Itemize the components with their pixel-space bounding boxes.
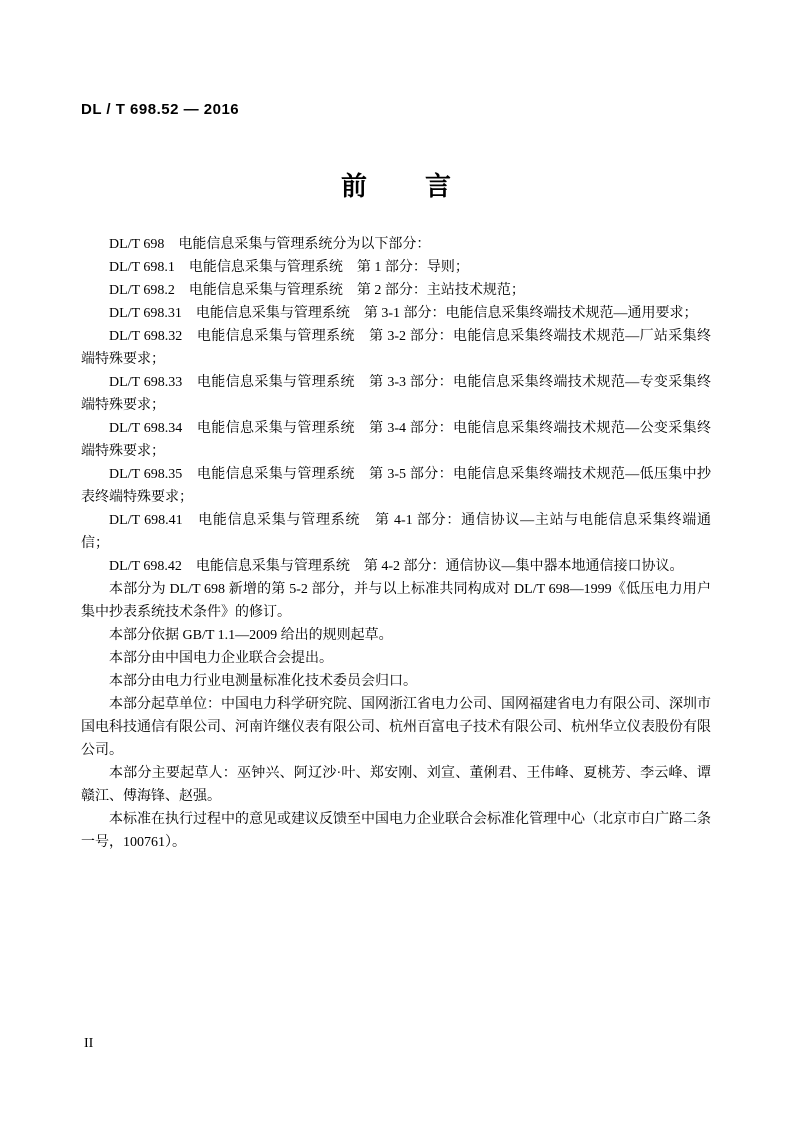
paragraph: DL/T 698.35 电能信息采集与管理系统 第 3-5 部分：电能信息采集终端技术规范—低压集中抄表终端特殊要求； bbox=[81, 467, 711, 505]
paragraph: DL/T 698.34 电能信息采集与管理系统 第 3-4 部分：电能信息采集终端技术规范—公变采集终端特殊要求； bbox=[81, 421, 711, 459]
paragraph: DL/T 698.41 电能信息采集与管理系统 第 4-1 部分：通信协议—主站与电能信息采集终端通信； bbox=[81, 513, 711, 551]
standard-number-header: DL / T 698.52 — 2016 bbox=[81, 101, 240, 118]
paragraph: 本部分起草单位：中国电力科学研究院、国网浙江省电力公司、国网福建省电力有限公司、深圳市国电科技通信有限公司、河南许继仪表有限公司、杭州百富电子技术有限公司、杭州华立仪表股份有限公司。 bbox=[81, 697, 711, 758]
paragraph: DL/T 698.42 电能信息采集与管理系统 第 4-2 部分：通信协议—集中器本地通信接口协议。 bbox=[109, 559, 684, 574]
paragraph: 本部分由中国电力企业联合会提出。 bbox=[109, 651, 333, 666]
paragraph: DL/T 698.31 电能信息采集与管理系统 第 3-1 部分：电能信息采集终端技术规范—通用要求； bbox=[109, 306, 698, 321]
paragraph: 本部分主要起草人：巫钟兴、阿辽沙·叶、郑安刚、刘宣、董俐君、王伟峰、夏桃芳、李云峰、谭赣江、傅海锋、赵强。 bbox=[81, 766, 711, 804]
paragraph: 本标准在执行过程中的意见或建议反馈至中国电力企业联合会标准化管理中心（北京市白广路二条一号，100761）。 bbox=[81, 812, 711, 850]
paragraph: 本部分由电力行业电测量标准化技术委员会归口。 bbox=[109, 674, 417, 689]
paragraph: DL/T 698.2 电能信息采集与管理系统 第 2 部分：主站技术规范； bbox=[109, 283, 525, 298]
paragraph: DL/T 698.1 电能信息采集与管理系统 第 1 部分：导则； bbox=[109, 260, 469, 275]
foreword-body bbox=[81, 233, 711, 854]
page-number: II bbox=[84, 1036, 94, 1051]
paragraph: DL/T 698.33 电能信息采集与管理系统 第 3-3 部分：电能信息采集终端技术规范—专变采集终端特殊要求； bbox=[81, 375, 711, 413]
paragraph: 本部分为 DL/T 698 新增的第 5-2 部分，并与以上标准共同构成对 DL/T 698—1999《低压电力用户集中抄表系统技术条件》的修订。 bbox=[81, 582, 711, 620]
paragraph: 本部分依据 GB/T 1.1—2009 给出的规则起草。 bbox=[109, 628, 393, 643]
paragraph: DL/T 698.32 电能信息采集与管理系统 第 3-2 部分：电能信息采集终端技术规范—厂站采集终端特殊要求； bbox=[81, 329, 711, 367]
paragraph: DL/T 698 电能信息采集与管理系统分为以下部分： bbox=[109, 237, 431, 252]
foreword-title: 前 言 bbox=[340, 171, 453, 201]
